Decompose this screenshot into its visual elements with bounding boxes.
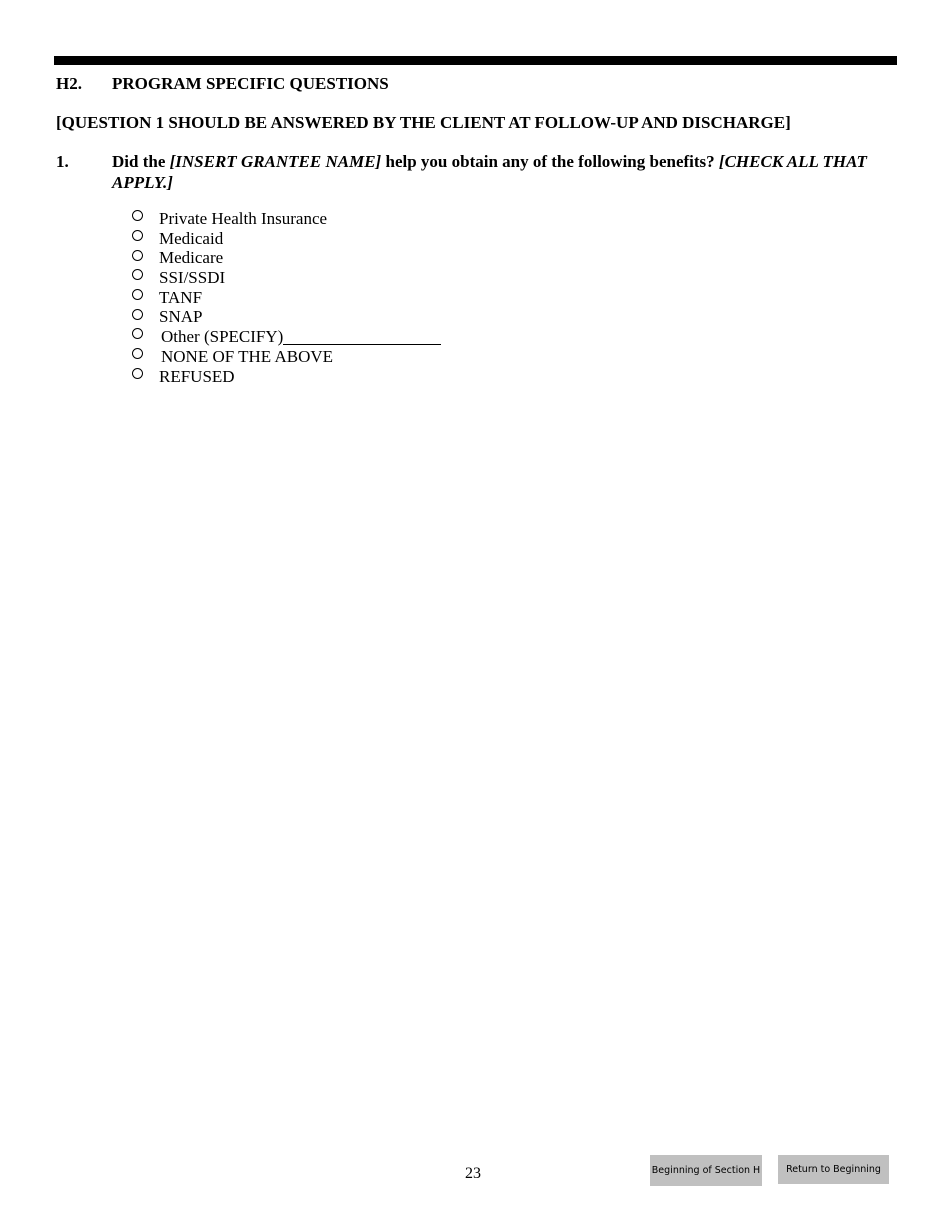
grantee-placeholder: [INSERT GRANTEE NAME] (169, 152, 382, 171)
return-to-beginning-button[interactable]: Return to Beginning (778, 1155, 889, 1184)
radio-circle-icon[interactable] (132, 230, 143, 241)
option-label: TANF (159, 287, 203, 307)
radio-circle-icon[interactable] (132, 289, 143, 300)
radio-circle-icon[interactable] (132, 210, 143, 221)
option-label: Private Health Insurance (159, 209, 328, 228)
question-1 (56, 151, 886, 193)
section-number: H2. (56, 74, 82, 93)
radio-circle-icon[interactable] (132, 328, 143, 339)
option-label: SNAP (159, 307, 203, 327)
option-tanf[interactable] (132, 288, 441, 308)
option-private-health-insurance[interactable] (132, 209, 441, 229)
check-all-instruction: [CHECK ALL THAT APPLY.] (112, 152, 867, 192)
option-ssi-ssdi[interactable] (132, 268, 441, 288)
option-none-of-the-above[interactable] (132, 347, 441, 367)
question-text (112, 151, 886, 193)
option-label: NONE OF THE ABOVE (161, 346, 334, 366)
radio-circle-icon[interactable] (132, 250, 143, 261)
option-medicare[interactable] (132, 248, 441, 268)
section-heading (56, 74, 389, 94)
option-refused[interactable] (132, 367, 441, 387)
page-number: 23 (465, 1165, 481, 1182)
specify-blank-line[interactable] (283, 329, 441, 345)
option-label: Medicaid (159, 228, 224, 248)
question-number: 1. (56, 152, 69, 171)
question-instruction: [QUESTION 1 SHOULD BE ANSWERED BY THE CLIENT AT FOLLOW-UP AND DISCHARGE] (56, 113, 791, 132)
option-other-specify[interactable] (132, 327, 441, 347)
option-label: Medicare (159, 248, 224, 268)
radio-circle-icon[interactable] (132, 348, 143, 359)
option-medicaid[interactable] (132, 229, 441, 249)
question-text-part2: help you obtain any of the following benefits? (381, 152, 719, 171)
radio-circle-icon[interactable] (132, 269, 143, 280)
radio-circle-icon[interactable] (132, 309, 143, 320)
option-label: Other (SPECIFY) (161, 327, 284, 347)
option-label: REFUSED (159, 366, 235, 386)
option-label: SSI/SSDI (159, 268, 226, 288)
radio-circle-icon[interactable] (132, 368, 143, 379)
question-text-part1: Did the (112, 152, 170, 171)
section-title: PROGRAM SPECIFIC QUESTIONS (112, 74, 389, 93)
top-rule (54, 56, 897, 65)
beginning-of-section-button[interactable]: Beginning of Section H (650, 1155, 762, 1186)
option-snap[interactable] (132, 307, 441, 327)
benefit-options (132, 209, 441, 386)
